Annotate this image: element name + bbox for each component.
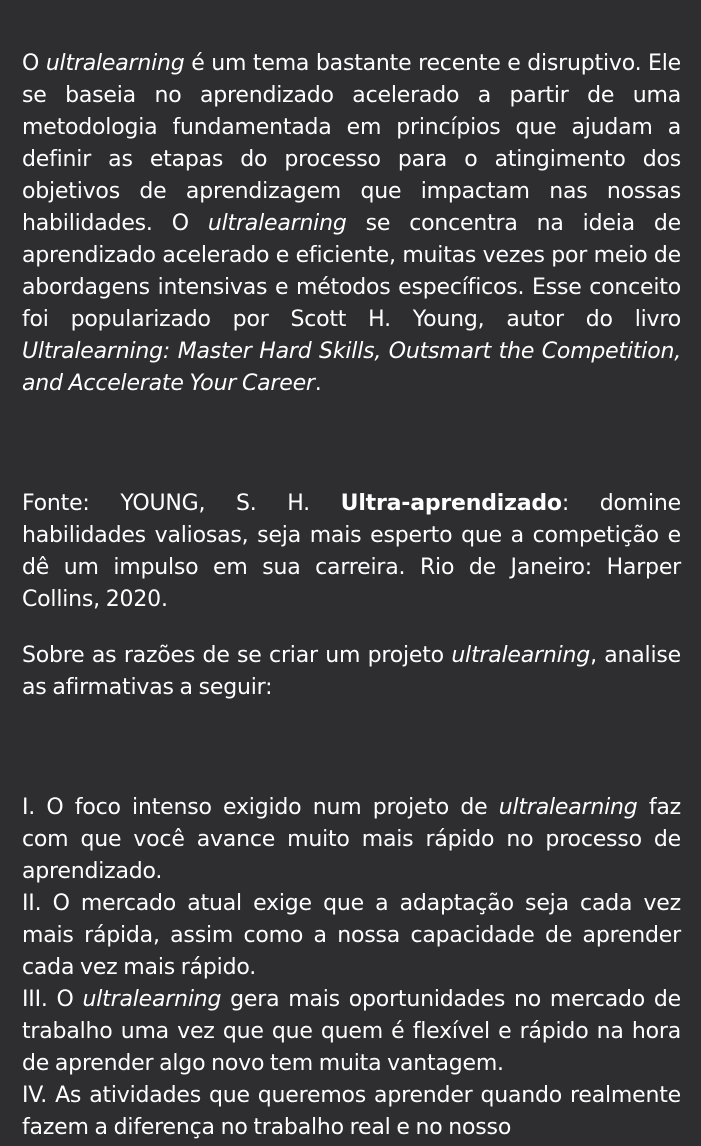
intro-paragraph xyxy=(22,48,681,400)
statement-4: IV. As atividades que queremos aprender quando realmente fazem a diferença no trabalho real e no nosso xyxy=(22,1083,681,1140)
intro-text-2: é um tema bastante recente e disruptivo. Ele se baseia no aprendizado acelerado a partir de uma metodologia fundamentada em princípios que ajudam a definir as etapas do processo para o atingimento dos objetivos de aprendizagem que impactam nas nossas habilidades. O xyxy=(22,51,681,236)
intro-text-3: se concentra na ideia de aprendizado acelerado e eficiente, muitas vezes por meio de abordagens intensivas e métodos específicos. Esse conceito foi popularizado por Scott H. Young, autor do livro xyxy=(22,211,681,332)
statement-3-text-a: III. O xyxy=(22,987,83,1012)
statement-2: II. O mercado atual exige que a adaptação seja cada vez mais rápida, assim como a nossa capacidade de aprender cada vez mais rápido. xyxy=(22,891,681,980)
source-paragraph xyxy=(22,488,681,616)
spacer xyxy=(22,616,681,640)
statement-3 xyxy=(22,984,681,1080)
statement-3-text-b: gera mais oportunidades no mercado de trabalho uma vez que que quem é flexível e rápido na hora de aprender algo novo tem muita vantagem. xyxy=(22,987,681,1076)
source-rest: : domine habilidades valiosas, seja mais esperto que a competição e dê um impulso em sua carreira. Rio de Janeiro: Harper Collins, 2020. xyxy=(22,491,681,612)
intro-term-1: ultralearning xyxy=(45,51,185,76)
statement-1 xyxy=(22,792,681,888)
intro-book-title: Ultralearning: Master Hard Skills, Outsmart the Competition, and Accelerate Your Career xyxy=(22,339,681,396)
statement-3-term: ultralearning xyxy=(82,987,222,1012)
question-term: ultralearning xyxy=(451,643,591,668)
intro-text-4: . xyxy=(314,371,322,396)
source-prefix: Fonte: YOUNG, S. H. xyxy=(22,491,341,516)
statement-1-text-b: faz com que você avance muito mais rápido no processo de aprendizado. xyxy=(22,795,681,884)
question-text-1: Sobre as razões de se criar um projeto xyxy=(22,643,452,668)
statement-1-text-a: I. O foco intenso exigido num projeto de xyxy=(22,795,499,820)
question-text-2: , analise as afirmativas a seguir: xyxy=(22,643,681,700)
spacer xyxy=(22,400,681,488)
spacer xyxy=(22,704,681,792)
statement-1-term: ultralearning xyxy=(498,795,638,820)
intro-term-2: ultralearning xyxy=(207,211,347,236)
intro-text-1: O xyxy=(22,51,46,76)
source-title: Ultra-aprendizado xyxy=(340,491,562,516)
question-paragraph xyxy=(22,640,681,704)
